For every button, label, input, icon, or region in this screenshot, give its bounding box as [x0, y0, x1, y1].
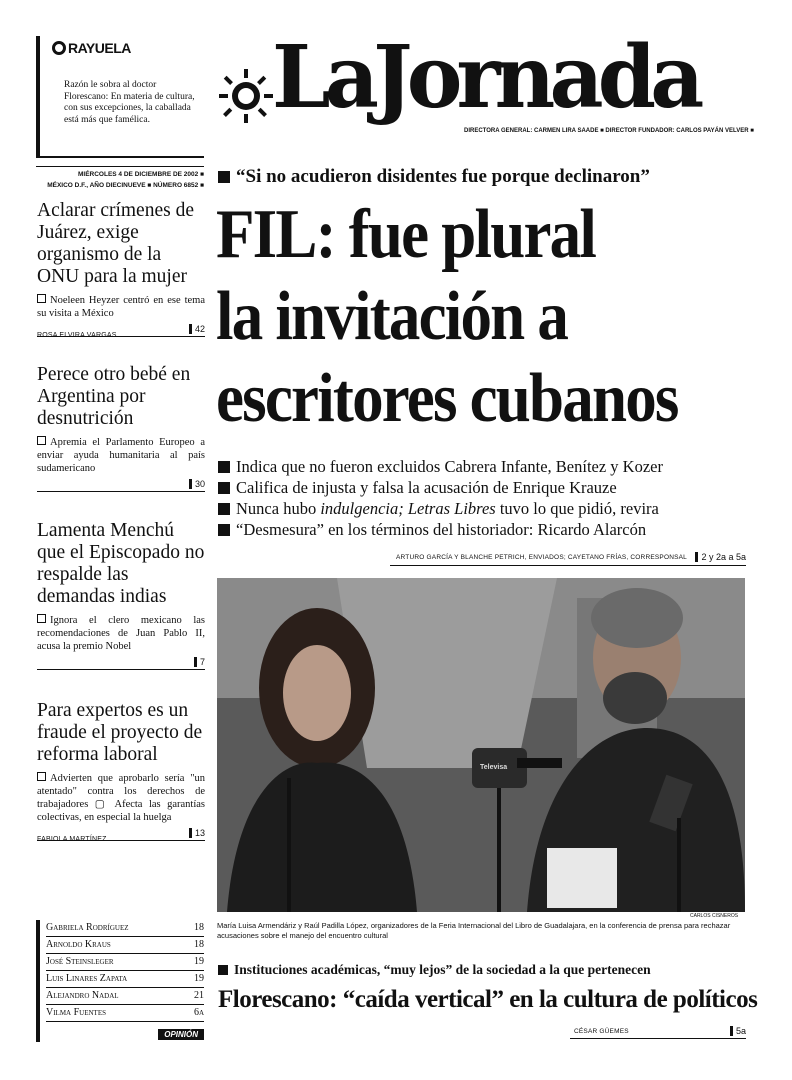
main-kicker: “Si no acudieron disidentes fue porque declinaron” — [218, 166, 748, 188]
second-headline[interactable]: Florescano: “caída vertical” en la cultura de políticos — [218, 986, 758, 1013]
left-story-headline[interactable]: Lamenta Menchú que el Episcopado no respalde las demandas indias — [37, 520, 205, 607]
rayuela-box — [36, 36, 204, 158]
main-bullet: Indica que no fueron excluidos Cabrera Infante, Benítez y Kozer — [218, 456, 748, 477]
left-story-headline[interactable]: Perece otro bebé en Argentina por desnutrición — [37, 364, 191, 429]
left-story-2[interactable] — [37, 364, 205, 492]
bullet-square-icon — [37, 436, 46, 445]
rayuela-title: RAYUELA — [52, 40, 131, 56]
rayuela-swirl-icon — [52, 41, 66, 55]
main-photo[interactable] — [217, 578, 745, 912]
second-byline: CÉSAR GÜEMES — [574, 1028, 629, 1035]
second-page-ref[interactable]: 5a — [730, 1026, 746, 1036]
columnist-row[interactable]: José Steinsleger 19 — [46, 954, 204, 971]
bullet-square-icon — [218, 171, 230, 183]
columnist-row[interactable]: Gabriela Rodríguez 18 — [46, 920, 204, 937]
bullet-square-icon — [218, 524, 230, 536]
photo-credit: CARLOS CISNEROS — [690, 913, 739, 919]
left-story-4[interactable] — [37, 700, 205, 841]
bullet-square-icon — [37, 772, 46, 781]
mic-label: Televisa — [480, 764, 508, 771]
columnist-row[interactable]: Arnoldo Kraus 18 — [46, 937, 204, 954]
left-story-1[interactable] — [37, 200, 205, 337]
bullet-square-icon — [37, 294, 46, 303]
left-story-3[interactable] — [37, 520, 205, 670]
dateline — [36, 166, 204, 191]
opinion-box — [36, 920, 204, 1042]
columnist-row[interactable]: Vilma Fuentes 6a — [46, 1005, 204, 1022]
main-bullets — [218, 456, 748, 540]
left-story-byline: FABIOLA MARTÍNEZ — [37, 836, 107, 843]
left-story-headline[interactable]: Para expertos es un fraude el proyecto de reforma laboral — [37, 700, 203, 765]
left-story-footer — [37, 479, 205, 492]
main-page-ref[interactable]: 2 y 2a a 5a — [695, 552, 746, 562]
columnist-row[interactable]: Alejandro Nadal 21 — [46, 988, 204, 1005]
bullet-square-icon — [218, 482, 230, 494]
left-story-footer — [37, 828, 205, 841]
left-story-page-ref[interactable]: 42 — [189, 324, 205, 334]
dateline-info: MÉXICO D.F., AÑO DIECINUEVE ■ NÚMERO 6852 ■ — [47, 182, 204, 189]
left-story-summary: Noeleen Heyzer centró en ese tema su visita a México — [37, 295, 205, 319]
left-story-summary: Apremia el Parlamento Europeo a enviar ayuda humanitaria al país sudamericano — [37, 437, 205, 474]
left-story-byline: ROSA ELVIRA VARGAS — [37, 332, 117, 339]
bullet-square-icon — [218, 965, 228, 975]
main-headline-line: escritores cubanos — [216, 360, 678, 437]
second-kicker: Instituciones académicas, “muy lejos” de la sociedad a la que pertenecen — [218, 962, 748, 978]
main-byline: ARTURO GARCÍA Y BLANCHE PETRICH, ENVIADOS; CAYETANO FRÍAS, CORRESPONSAL — [396, 554, 687, 561]
left-story-page-ref[interactable]: 13 — [189, 828, 205, 838]
left-story-summary: Ignora el clero mexicano las recomendaciones de Juan Pablo II, acusa la premio Nobel — [37, 615, 205, 652]
main-bullet: Nunca hubo indulgencia; Letras Libres tuvo lo que pidió, revira — [218, 498, 748, 519]
masthead-credits: DIRECTORA GENERAL: CARMEN LIRA SAADE ■ DIRECTOR FUNDADOR: CARLOS PAYÁN VELVER ■ — [464, 128, 754, 134]
main-footer — [390, 552, 746, 566]
masthead-logo: LaJornada — [272, 27, 699, 128]
rayuela-text: Razón le sobra al doctor Florescano: En materia de cultura, con sus excepciones, la caballada está más que famélica. — [64, 80, 195, 125]
main-headline-line: FIL: fue plural — [216, 196, 596, 273]
sun-logo-icon — [218, 68, 274, 124]
press-conference-photo — [217, 578, 745, 912]
left-story-footer — [37, 324, 205, 337]
main-headline-line: la invitación a — [216, 278, 568, 355]
main-bullet: “Desmesura” en los términos del historiador: Ricardo Alarcón — [218, 519, 748, 540]
photo-caption: María Luisa Armendáriz y Raúl Padilla López, organizadores de la Feria Internacional del Libro de Guadalajara, en la conferencia de prensa para rechazar acusaciones sobre el manejo del encuentro cultural — [217, 921, 731, 940]
dateline-date: MIÉRCOLES 4 DE DICIEMBRE DE 2002 ■ — [77, 171, 204, 178]
bullet-square-icon — [37, 614, 46, 623]
left-story-headline[interactable]: Aclarar crímenes de Juárez, exige organismo de la ONU para la mujer — [37, 200, 194, 287]
left-story-summary: Advierten que aprobarlo sería "un atentado" contra los derechos de trabajadores ▢ Afecta las garantías colectivas, en especial la huelga — [37, 773, 205, 823]
bullet-square-icon — [218, 461, 230, 473]
main-headline[interactable] — [216, 194, 756, 440]
masthead[interactable] — [210, 27, 754, 142]
second-footer — [570, 1026, 746, 1039]
left-story-page-ref[interactable]: 7 — [194, 657, 205, 667]
main-bullet: Califica de injusta y falsa la acusación de Enrique Krauze — [218, 477, 748, 498]
left-story-page-ref[interactable]: 30 — [189, 479, 205, 489]
bullet-square-icon — [218, 503, 230, 515]
opinion-label: OPINIÓN — [158, 1029, 204, 1040]
columnist-row[interactable]: Luis Linares Zapata 19 — [46, 971, 204, 988]
left-story-footer — [37, 657, 205, 670]
